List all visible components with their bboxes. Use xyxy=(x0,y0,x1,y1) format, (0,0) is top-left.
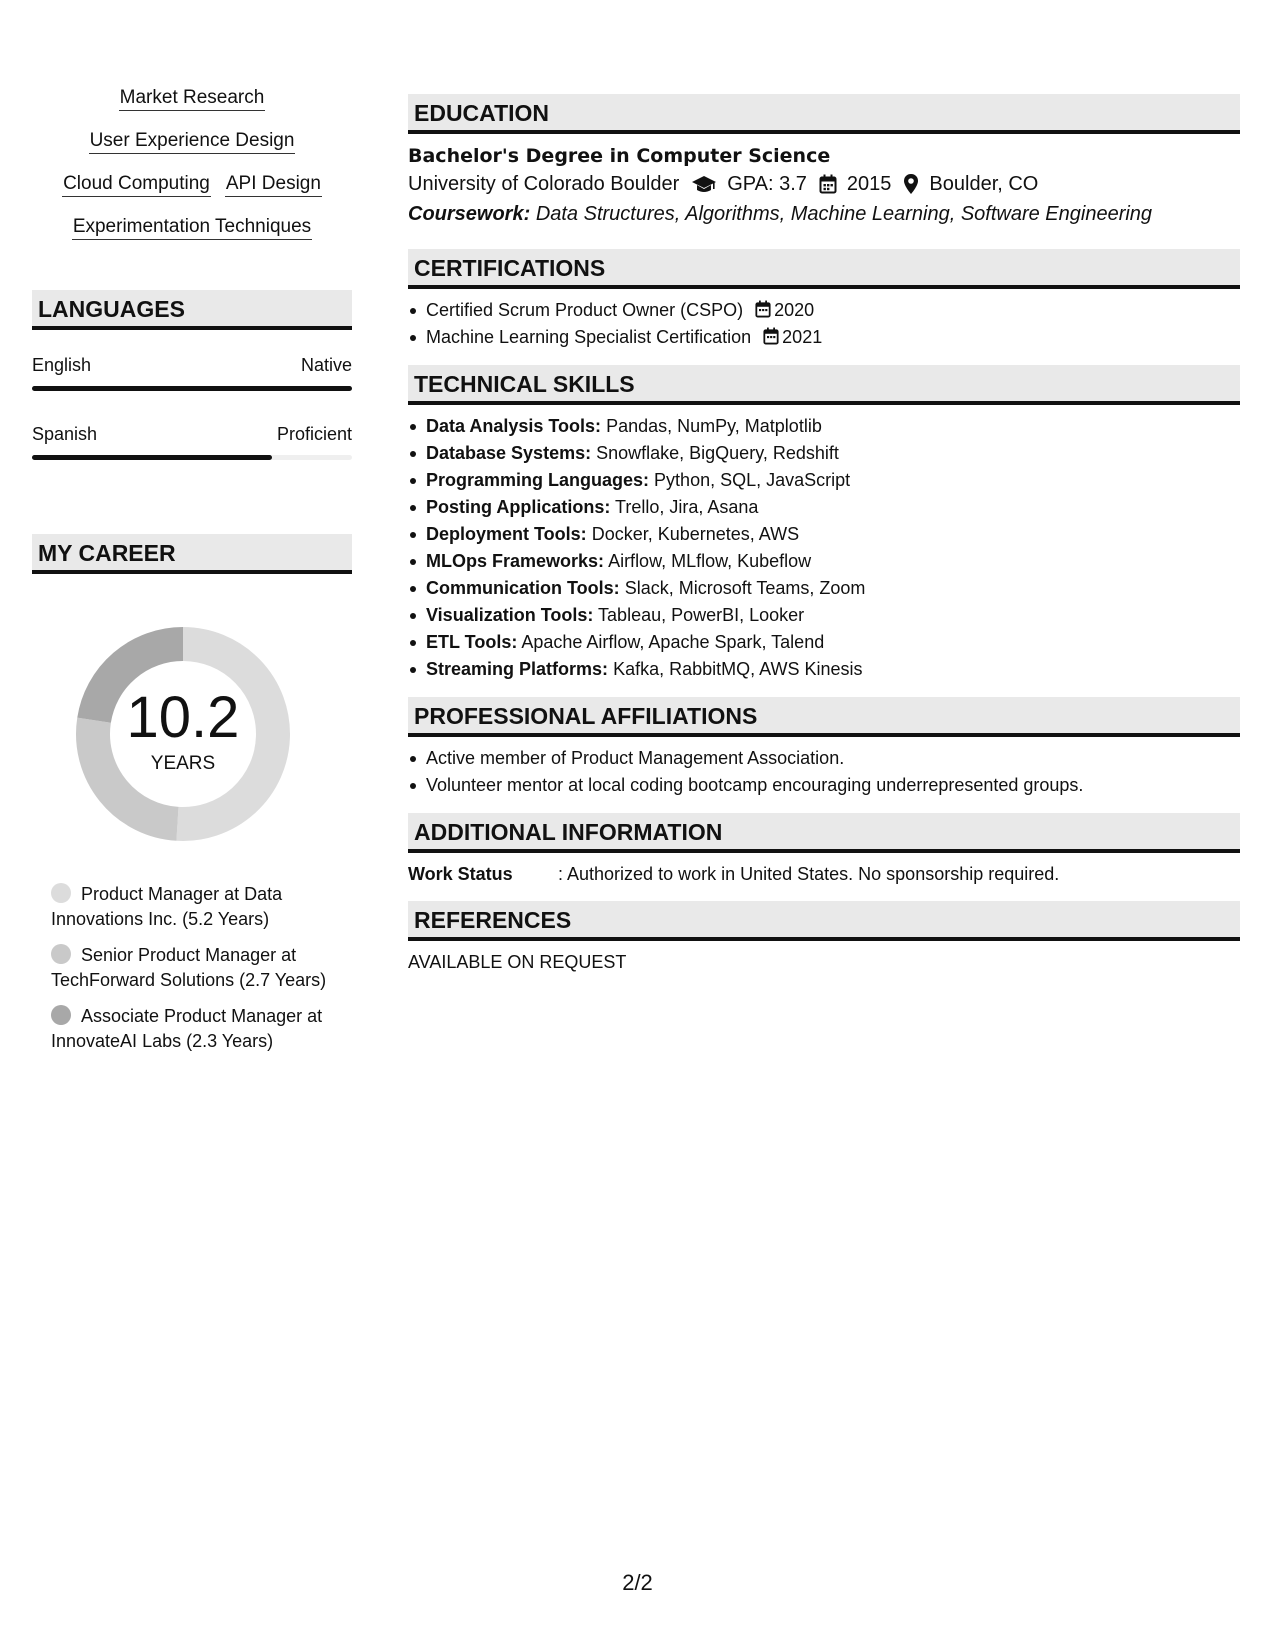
skill-tag: API Design xyxy=(225,172,322,197)
references-section xyxy=(408,901,1240,975)
school-name: University of Colorado Boulder xyxy=(408,173,680,195)
affiliations-section xyxy=(408,697,1240,799)
affiliations-list xyxy=(408,745,1240,799)
language-level: Native xyxy=(300,355,352,375)
skill-category: ETL Tools: xyxy=(426,632,518,652)
technical-skill-item xyxy=(408,521,1240,548)
legend-dot-icon xyxy=(51,944,71,964)
graduation-year: 2015 xyxy=(846,173,892,195)
skill-values: Docker, Kubernetes, AWS xyxy=(591,524,800,544)
legend-dot-icon xyxy=(51,883,71,903)
skill-category: MLOps Frameworks: xyxy=(426,551,605,571)
affiliations-heading: PROFESSIONAL AFFILIATIONS xyxy=(408,697,1240,737)
technical-skill-item xyxy=(408,575,1240,602)
technical-skills-heading: TECHNICAL SKILLS xyxy=(408,365,1240,405)
graduation-cap-icon xyxy=(691,174,717,194)
language-level: Proficient xyxy=(276,424,352,444)
skills-tags xyxy=(32,86,352,241)
skill-category: Deployment Tools: xyxy=(426,524,587,544)
career-legend-label: Product Manager at Data Innovations Inc. (5.2 Years) xyxy=(51,884,283,929)
language-name: Spanish xyxy=(32,424,98,444)
skill-row xyxy=(32,215,352,241)
education-section xyxy=(408,94,1240,229)
education-details xyxy=(408,169,1240,199)
technical-skills-list xyxy=(408,413,1240,683)
skill-row xyxy=(32,86,352,112)
additional-info-heading: ADDITIONAL INFORMATION xyxy=(408,813,1240,853)
technical-skill-item xyxy=(408,548,1240,575)
skill-tag: User Experience Design xyxy=(89,129,296,154)
left-column xyxy=(32,86,352,1065)
language-name: English xyxy=(32,355,92,375)
skill-category: Streaming Platforms: xyxy=(426,659,609,679)
language-item xyxy=(32,423,352,460)
career-total-unit: YEARS xyxy=(150,753,216,774)
skill-tag: Market Research xyxy=(119,86,266,111)
work-status-row xyxy=(408,861,1240,887)
technical-skill-item xyxy=(408,494,1240,521)
skill-category: Programming Languages: xyxy=(426,470,650,490)
technical-skill-item xyxy=(408,413,1240,440)
map-pin-icon xyxy=(903,173,919,195)
career-total-years: 10.2 xyxy=(126,685,240,750)
certifications-list xyxy=(408,297,1240,351)
languages-heading: LANGUAGES xyxy=(32,290,352,330)
skill-values: Python, SQL, JavaScript xyxy=(654,470,851,490)
skill-values: Pandas, NumPy, Matplotlib xyxy=(606,416,822,436)
coursework xyxy=(408,199,1240,229)
certification-name: Machine Learning Specialist Certification xyxy=(426,327,752,347)
skill-category: Database Systems: xyxy=(426,443,592,463)
career-legend-label: Associate Product Manager at InnovateAI Labs (2.3 Years) xyxy=(51,1006,323,1051)
technical-skill-item xyxy=(408,602,1240,629)
certifications-heading: CERTIFICATIONS xyxy=(408,249,1240,289)
certification-item xyxy=(408,324,1240,351)
affiliation-item: Active member of Product Management Association. xyxy=(408,745,1240,772)
technical-skill-item xyxy=(408,629,1240,656)
page-number: 2/2 xyxy=(622,1570,653,1595)
skill-tag: Cloud Computing xyxy=(62,172,211,197)
career-heading: MY CAREER xyxy=(32,534,352,574)
skill-values: Kafka, RabbitMQ, AWS Kinesis xyxy=(613,659,863,679)
career-legend-label: Senior Product Manager at TechForward Solutions (2.7 Years) xyxy=(51,945,327,990)
career-legend-item xyxy=(51,1004,342,1054)
technical-skill-item xyxy=(408,467,1240,494)
skill-values: Tableau, PowerBI, Looker xyxy=(598,605,805,625)
coursework-list: Data Structures, Algorithms, Machine Learning, Software Engineering xyxy=(535,203,1153,225)
language-bar-fill xyxy=(32,455,272,460)
coursework-label: Coursework: xyxy=(408,203,531,225)
skill-tag: Experimentation Techniques xyxy=(72,215,312,240)
affiliation-item: Volunteer mentor at local coding bootcamp encouraging underrepresented groups. xyxy=(408,772,1240,799)
skill-values: Slack, Microsoft Teams, Zoom xyxy=(624,578,866,598)
education-location: Boulder, CO xyxy=(929,173,1039,195)
certification-year: 2020 xyxy=(774,300,815,320)
skill-category: Communication Tools: xyxy=(426,578,620,598)
language-bar xyxy=(32,386,352,391)
education-heading: EDUCATION xyxy=(408,94,1240,134)
certification-year: 2021 xyxy=(782,327,823,347)
career-legend xyxy=(32,882,352,1054)
skill-values: Trello, Jira, Asana xyxy=(615,497,759,517)
language-item xyxy=(32,354,352,391)
skill-row xyxy=(32,172,352,198)
technical-skill-item xyxy=(408,440,1240,467)
language-bar-fill xyxy=(32,386,352,391)
skill-values: Airflow, MLflow, Kubeflow xyxy=(608,551,812,571)
additional-info-section xyxy=(408,813,1240,887)
legend-dot-icon xyxy=(51,1005,71,1025)
certification-name: Certified Scrum Product Owner (CSPO) xyxy=(426,300,744,320)
career-section xyxy=(32,534,352,1054)
calendar-icon xyxy=(819,174,837,194)
certifications-section xyxy=(408,249,1240,351)
right-column xyxy=(408,94,1240,989)
gpa: GPA: 3.7 xyxy=(727,173,807,195)
work-status-value: : Authorized to work in United States. No sponsorship required. xyxy=(558,864,1060,884)
career-legend-item xyxy=(51,882,342,932)
degree-title: Bachelor's Degree in Computer Science xyxy=(408,145,831,167)
skill-row xyxy=(32,129,352,155)
language-bar xyxy=(32,455,352,460)
technical-skill-item xyxy=(408,656,1240,683)
career-donut-chart xyxy=(65,616,301,852)
certification-item xyxy=(408,297,1240,324)
skill-values: Apache Airflow, Apache Spark, Talend xyxy=(521,632,825,652)
career-legend-item xyxy=(51,943,342,993)
calendar-icon xyxy=(755,300,771,318)
skill-category: Visualization Tools: xyxy=(426,605,594,625)
work-status-label: Work Status xyxy=(408,864,513,884)
technical-skills-section xyxy=(408,365,1240,683)
calendar-icon xyxy=(763,327,779,345)
references-heading: REFERENCES xyxy=(408,901,1240,941)
skill-category: Posting Applications: xyxy=(426,497,611,517)
skill-values: Snowflake, BigQuery, Redshift xyxy=(596,443,839,463)
references-text: AVAILABLE ON REQUEST xyxy=(408,952,627,972)
skill-category: Data Analysis Tools: xyxy=(426,416,602,436)
languages-section xyxy=(32,290,352,460)
